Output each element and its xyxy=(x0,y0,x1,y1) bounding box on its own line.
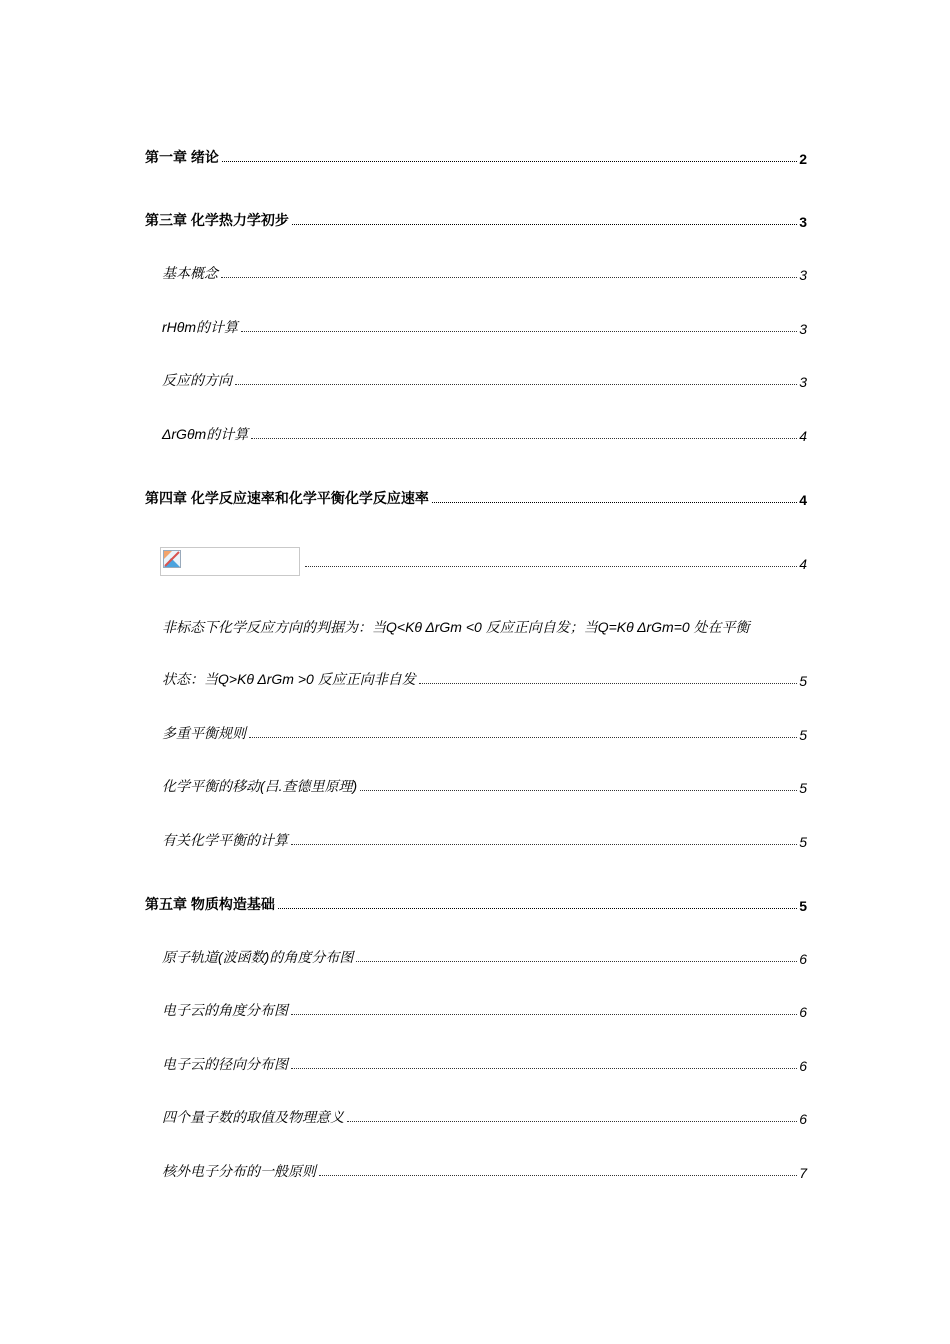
dot-leader xyxy=(360,790,797,791)
toc-page-number: 3 xyxy=(799,214,807,230)
toc-entry-title: 有关化学平衡的计算 xyxy=(162,832,288,848)
broken-image-placeholder xyxy=(160,547,300,576)
toc-page-number: 3 xyxy=(799,321,807,337)
toc-entry-chapter-4[interactable] xyxy=(145,484,807,508)
toc-entry-title: 基本概念 xyxy=(162,265,218,281)
toc-page-number: 2 xyxy=(799,151,807,167)
toc-entry-reaction-direction[interactable] xyxy=(162,366,807,390)
toc-entry-title: 非标态下化学反应方向的判据为：当Q<Kθ ΔrGm <0 反应正向自发；当Q=Kθ ΔrGm=0 处在平衡 xyxy=(162,619,750,635)
dot-leader xyxy=(432,502,797,503)
dot-leader xyxy=(291,1068,797,1069)
dot-leader xyxy=(419,683,797,684)
toc-entry-gibbs-calc[interactable] xyxy=(162,420,807,444)
toc-entry-title: 第三章 化学热力学初步 xyxy=(145,212,289,228)
dot-leader xyxy=(278,908,797,909)
toc-entry-orbital-angular[interactable] xyxy=(162,943,807,967)
toc-entry-title: 状态：当Q>Kθ ΔrGm >0 反应正向非自发 xyxy=(162,671,416,687)
toc-page-number: 5 xyxy=(799,780,807,796)
toc-entry-multiple-equilibria[interactable] xyxy=(162,719,807,743)
toc-entry-equilibrium-shift[interactable] xyxy=(162,772,807,796)
toc-entry-criterion-line1[interactable] xyxy=(162,617,807,637)
toc-page-number: 3 xyxy=(799,267,807,283)
toc-entry-cloud-angular[interactable] xyxy=(162,996,807,1020)
toc-entry-chapter-1[interactable] xyxy=(145,143,807,167)
toc-entry-title: 第五章 物质构造基础 xyxy=(145,896,275,912)
toc-entry-title: 原子轨道(波函数)的角度分布图 xyxy=(162,949,354,965)
toc-page-number: 3 xyxy=(799,374,807,390)
dot-leader xyxy=(292,224,797,225)
toc-entry-title: 化学平衡的移动(吕.查德里原理) xyxy=(162,778,358,794)
toc-entry-cloud-radial[interactable] xyxy=(162,1050,807,1074)
dot-leader xyxy=(241,331,797,332)
toc-entry-title: 电子云的角度分布图 xyxy=(162,1002,288,1018)
toc-entry-title: 第一章 绪论 xyxy=(145,149,219,165)
toc-entry-quantum-numbers[interactable] xyxy=(162,1103,807,1127)
toc-page-number: 6 xyxy=(799,1111,807,1127)
dot-leader xyxy=(221,277,797,278)
dot-leader xyxy=(305,566,797,567)
toc-page-number: 4 xyxy=(799,492,807,508)
toc-entry-chapter-5[interactable] xyxy=(145,890,807,914)
dot-leader xyxy=(249,737,797,738)
dot-leader xyxy=(251,438,797,439)
toc-page-number: 5 xyxy=(799,834,807,850)
dot-leader xyxy=(291,1014,797,1015)
broken-image-icon xyxy=(163,550,181,568)
dot-leader xyxy=(347,1121,797,1122)
toc-entry-title: 第四章 化学反应速率和化学平衡化学反应速率 xyxy=(145,490,429,506)
toc-page-number: 5 xyxy=(799,898,807,914)
toc-page-number: 5 xyxy=(799,673,807,689)
toc-page-number: 5 xyxy=(799,727,807,743)
toc-page-number: 4 xyxy=(799,428,807,444)
toc-page-number: 7 xyxy=(799,1165,807,1181)
toc-entry-title: 四个量子数的取值及物理意义 xyxy=(162,1109,344,1125)
toc-page-number: 6 xyxy=(799,1004,807,1020)
toc-entry-electron-distribution[interactable] xyxy=(162,1157,807,1181)
toc-entry-image[interactable] xyxy=(302,548,807,572)
dot-leader xyxy=(235,384,797,385)
dot-leader xyxy=(356,961,797,962)
toc-entry-title: 反应的方向 xyxy=(162,372,232,388)
toc-entry-criterion-line2[interactable] xyxy=(162,665,807,689)
toc-entry-title: 多重平衡规则 xyxy=(162,725,246,741)
toc-page-number: 4 xyxy=(799,556,807,572)
toc-entry-title: rHθm的计算 xyxy=(162,319,239,335)
toc-entry-enthalpy-calc[interactable] xyxy=(162,313,807,337)
toc-page-number: 6 xyxy=(799,1058,807,1074)
toc-entry-basic-concepts[interactable] xyxy=(162,259,807,283)
dot-leader xyxy=(319,1175,797,1176)
toc-entry-equilibrium-calc[interactable] xyxy=(162,826,807,850)
toc-entry-title: ΔrGθm的计算 xyxy=(162,426,249,442)
toc-entry-title: 电子云的径向分布图 xyxy=(162,1056,288,1072)
dot-leader xyxy=(222,161,797,162)
dot-leader xyxy=(291,844,797,845)
toc-entry-chapter-3[interactable] xyxy=(145,206,807,230)
toc-page-number: 6 xyxy=(799,951,807,967)
toc-entry-title: 核外电子分布的一般原则 xyxy=(162,1163,316,1179)
